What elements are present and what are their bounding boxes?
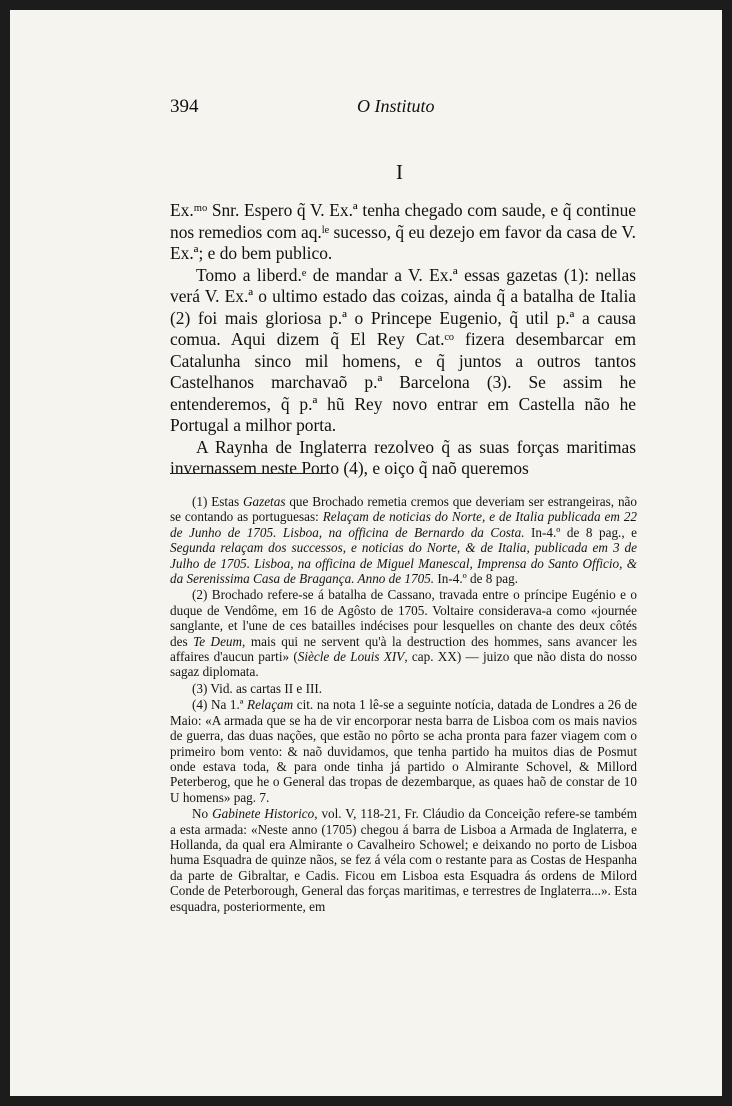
footnote-text: (2) Brochado refere-se á batalha de Cassano, travada entre o príncipe Eugénio e o duque de Vendôme, em 16 de Agôsto de 1705. Voltaire considerava-a como «journée sanglante, et l'une de ces batailles indécises pour lesquelles on chante des deux côtés des (170, 587, 637, 649)
footnote-italic: Relaçam (247, 697, 294, 713)
body-paragraph: Tomo a liberd.ᵉ de mandar a V. Ex.ª essas gazetas (1): nellas verá V. Ex.ª o ultimo estado das coizas, ainda q̃ a batalha de Italia (2) foi mais gloriosa p.ª o Princepe Eugenio, q̃ util p.ª a causa comua. Aqui dizem q̃ El Rey Cat.ᶜᵒ fizera desembarcar em Catalunha sinco mil homens, e q̃ juntos a outros tantos Castelhanos marchavaõ p.ª Barcelona (3). Se assim he entenderemos, q̃ p.ª hũ Rey novo entrar em Castella não he Portugal a milhor porta. (170, 264, 636, 435)
document-page (10, 10, 722, 1096)
body-paragraph: Ex.ᵐᵒ Snr. Espero q̃ V. Ex.ª tenha chegado com saude, e q̃ continue nos remedios com aq.ˡᵉ sucesso, q̃ eu dezejo em favor da casa de V. Ex.ª; e do bem publico. (170, 200, 636, 263)
footnote-italic: Gabinete Historico (212, 806, 315, 822)
footnote-italic: Relaçam de noticias do Norte, e de Italia publicada em 22 de Junho de 1705. Lisboa, na officina de Bernardo da Costa. (170, 509, 638, 540)
letter-body (170, 200, 636, 480)
page-header (170, 96, 600, 124)
footnote-text: , mais qui ne servent qu'à la destruction des hommes, sans avancer les affaires d'aucun parti» ( (170, 633, 637, 665)
footnote-1 (170, 494, 637, 586)
footnote-text: In-4.º de 8 pag. (434, 571, 519, 587)
footnotes (170, 494, 637, 915)
section-numeral: I (396, 160, 403, 184)
body-paragraph: A Raynha de Inglaterra rezolveo q̃ as suas forças maritimas invernassem neste Porto (4), e oiço q̃ naõ queremos (170, 436, 636, 478)
footnote-text: que Brochado remetia cremos que deveriam ser estrangeiras, não se contando as portuguesas: (170, 494, 637, 525)
footnote-text: , cap. XX) — juizo que não dista do nosso sagaz diplomata. (170, 649, 637, 680)
footnote-text: cit. na nota 1 lê-se a seguinte notícia, datada de Londres a 26 de Maio: «A armada que se ha de vir encorporar nesta barra de Lisboa com os mais navios de guerra, das duas nações, que estão no pôrto se acha pronta para fazer viagem com o primeiro bom vento: & naõ duvidamos, que tenha partido ha muitos dias de Posmut onde estava toda, & para onde tinha já partido o Almirante Schovel, & Millord Peterberog, que he o General das tropas de dezembarque, as quaes haõ de constar de 10 U homens» pag. 7. (170, 697, 637, 805)
footnote-text: No (192, 806, 213, 822)
page-number: 394 (170, 96, 199, 117)
footnote-italic: Siècle de Louis XIV (297, 649, 405, 665)
footnote-italic: Te Deum (193, 633, 243, 649)
footnote-text: In-4.º de 8 pag., e (524, 524, 638, 540)
footnote-3: (3) Vid. as cartas II e III. (192, 680, 323, 696)
footnote-text: (1) Estas (192, 494, 243, 509)
footnote-italic: Segunda relaçam dos successos, e noticias do Norte, & de Italia, publicada em 3 de Julho de 1705. Lisboa, na officina de Miguel Manescal, Imprensa do Santo Officio, & da Serenissima Casa de Bragança. Anno de 1705. (170, 540, 637, 587)
footnote-4-continued (170, 806, 637, 914)
running-title: O Instituto (357, 96, 435, 116)
footnote-italic: Gazetas (242, 494, 286, 509)
footnote-text: (4) Na 1.ª (192, 697, 248, 713)
footnote-4 (170, 697, 637, 805)
footnote-text: , vol. V, 118-21, Fr. Cláudio da Conceição refere-se também a esta armada: «Neste anno (1705) chegou á barra de Lisboa a Armada de Inglaterra, e Hollanda, da qual era Almirante o Cavalheiro Schowel; e deixando no porto de Lisboa huma Esquadra de quinze nãos, se fez á véla com o restante para as Costas de Hespanha da parte de Gibraltar, e Cadis. Ficou em Lisboa esta Esquadra ás ordens de Milord Conde de Peterborough, General das forças maritimas, e terrestres de Inglaterra...». Esta esquadra, posteriormente, em (170, 806, 637, 914)
footnote-separator (170, 473, 328, 474)
footnote-2 (170, 587, 637, 679)
